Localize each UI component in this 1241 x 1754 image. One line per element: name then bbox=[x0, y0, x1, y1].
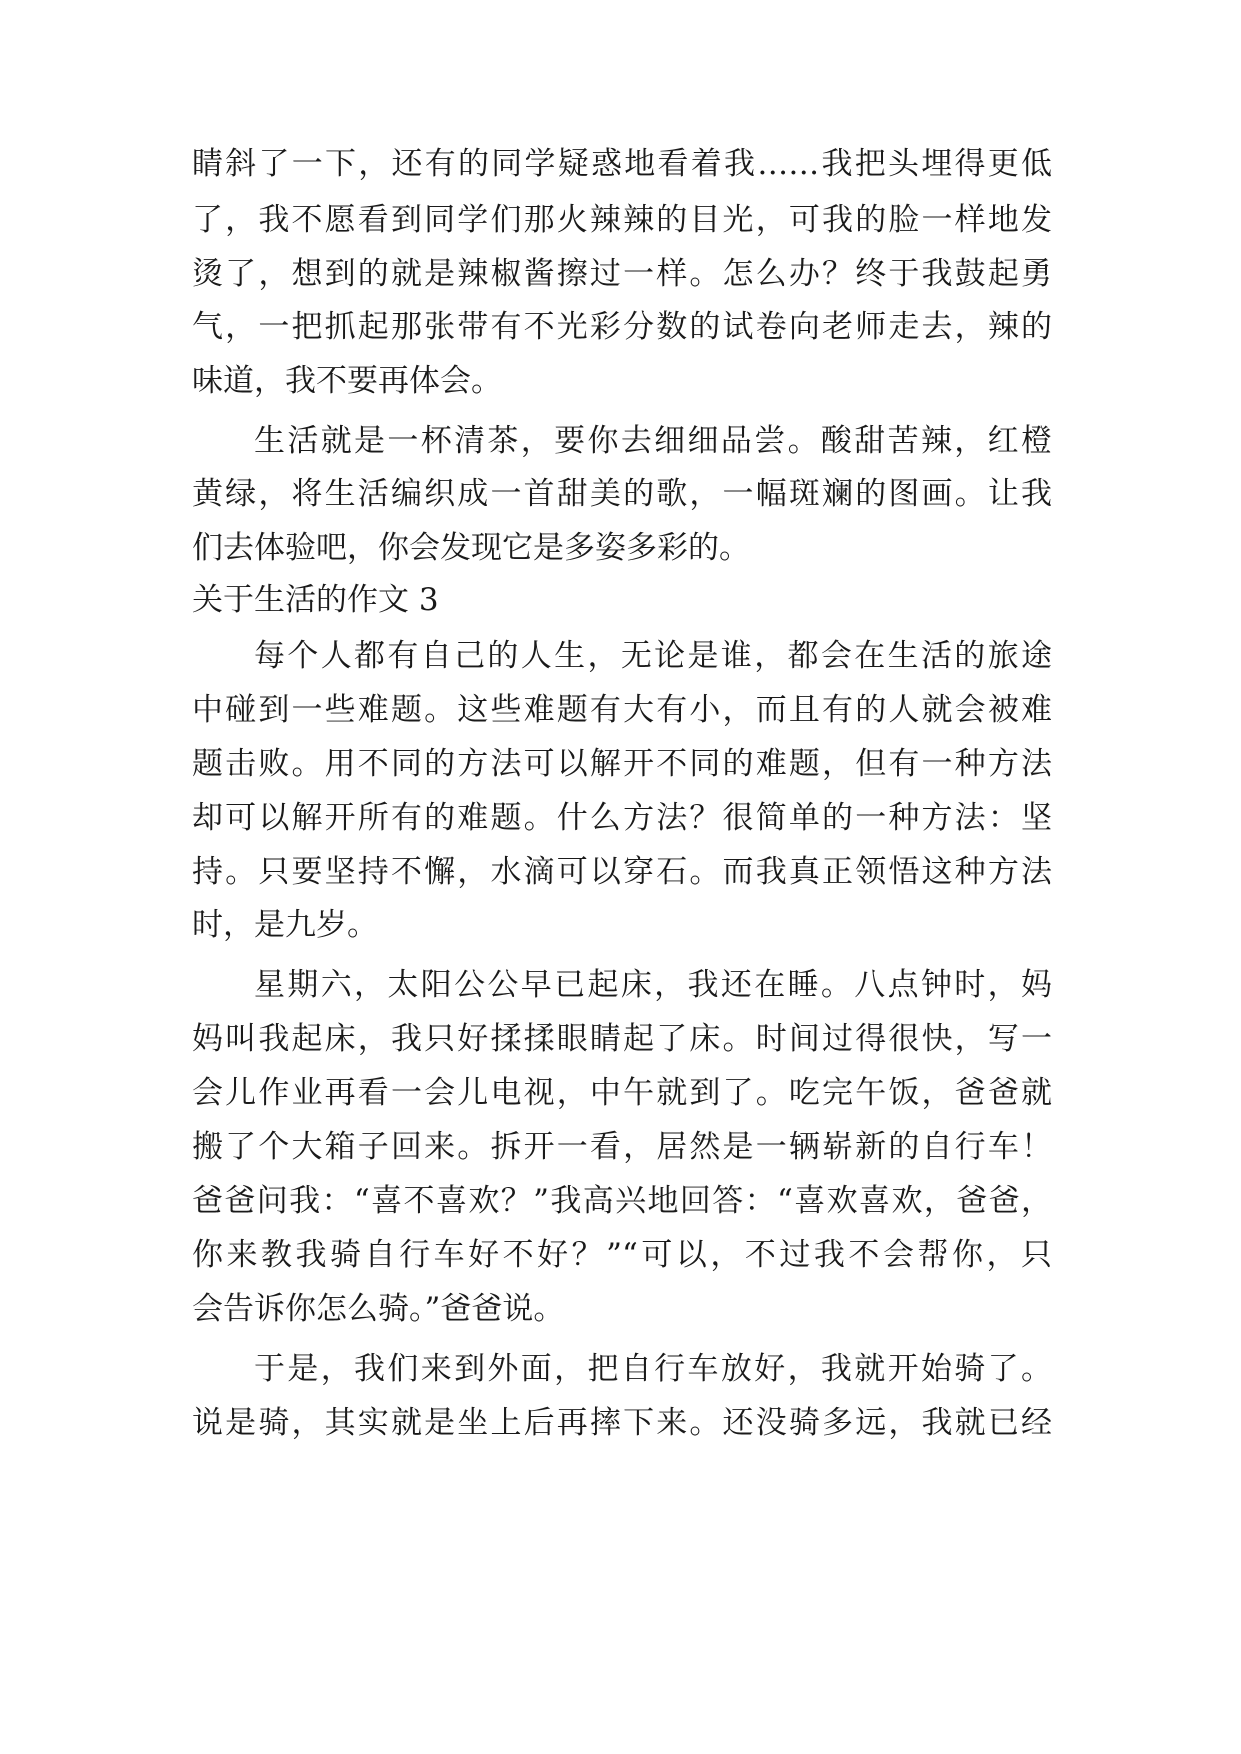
paragraph-4-line-7: 会告诉你怎么骑。”爸爸说。 bbox=[192, 1291, 565, 1327]
paragraph-3-line-5: 持。只要坚持不懈，水滴可以穿石。而我真正领悟这种方法 bbox=[192, 854, 1052, 890]
paragraph-2-line-2: 黄绿，将生活编织成一首甜美的歌，一幅斑斓的图画。让我 bbox=[192, 476, 1052, 512]
paragraph-4-line-2: 妈叫我起床，我只好揉揉眼睛起了床。时间过得很快，写一 bbox=[192, 1021, 1052, 1057]
paragraph-3-line-3: 题击败。用不同的方法可以解开不同的难题，但有一种方法 bbox=[192, 746, 1052, 782]
paragraph-4-line-6: 你来教我骑自行车好不好？”“可以，不过我不会帮你，只 bbox=[192, 1237, 1052, 1273]
paragraph-4-line-4: 搬了个大箱子回来。拆开一看，居然是一辆崭新的自行车！ bbox=[192, 1129, 1052, 1165]
paragraph-4-line-3: 会儿作业再看一会儿电视，中午就到了。吃完午饭，爸爸就 bbox=[192, 1075, 1052, 1111]
paragraph-1-line-3: 烫了，想到的就是辣椒酱擦过一样。怎么办？终于我鼓起勇 bbox=[192, 256, 1052, 292]
paragraph-3-line-1: 每个人都有自己的人生，无论是谁，都会在生活的旅途 bbox=[254, 638, 1052, 674]
paragraph-1-line-4: 气，一把抓起那张带有不光彩分数的试卷向老师走去，辣的 bbox=[192, 309, 1052, 345]
paragraph-4-line-1: 星期六，太阳公公早已起床，我还在睡。八点钟时，妈 bbox=[254, 967, 1052, 1003]
paragraph-3-line-4: 却可以解开所有的难题。什么方法？很简单的一种方法：坚 bbox=[192, 800, 1052, 836]
paragraph-4-line-5: 爸爸问我：“喜不喜欢？”我高兴地回答：“喜欢喜欢，爸爸， bbox=[192, 1183, 1052, 1219]
paragraph-1-line-1: 睛斜了一下，还有的同学疑惑地看着我……我把头埋得更低 bbox=[192, 146, 1052, 182]
section-heading: 关于生活的作文 3 bbox=[192, 582, 439, 618]
paragraph-1-line-5: 味道，我不要再体会。 bbox=[192, 363, 502, 399]
paragraph-2-line-3: 们去体验吧，你会发现它是多姿多彩的。 bbox=[192, 530, 750, 566]
paragraph-3-line-6: 时，是九岁。 bbox=[192, 907, 378, 943]
paragraph-5-line-2: 说是骑，其实就是坐上后再摔下来。还没骑多远，我就已经 bbox=[192, 1405, 1052, 1441]
paragraph-5-line-1: 于是，我们来到外面，把自行车放好，我就开始骑了。 bbox=[254, 1351, 1052, 1387]
paragraph-2-line-1: 生活就是一杯清茶，要你去细细品尝。酸甜苦辣，红橙 bbox=[254, 423, 1052, 459]
paragraph-3-line-2: 中碰到一些难题。这些难题有大有小，而且有的人就会被难 bbox=[192, 692, 1052, 728]
paragraph-1-line-2: 了，我不愿看到同学们那火辣辣的目光，可我的脸一样地发 bbox=[192, 202, 1052, 238]
